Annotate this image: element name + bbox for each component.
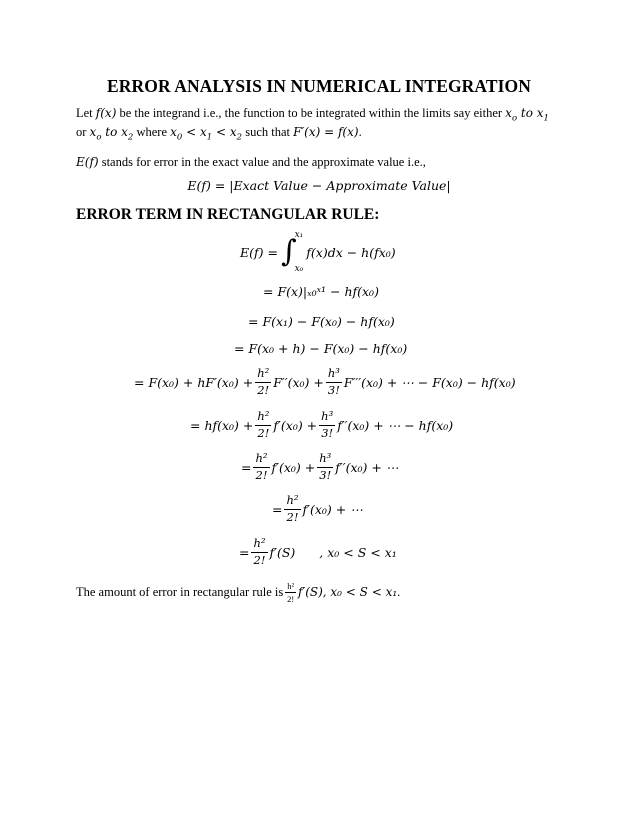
conclusion-line <box>76 582 400 603</box>
fraction-denominator: 3! <box>319 467 332 482</box>
fraction-denominator: 2! <box>253 552 266 567</box>
eq7-part-c: f′′(x₀) + ⋯ <box>335 459 399 475</box>
fraction-numerator: h² <box>255 411 271 426</box>
conclusion-text: The amount of error in rectangular rule is <box>76 585 284 599</box>
eq6-part-a: = hf(x₀) + <box>190 417 254 433</box>
eq7-part-b: f′(x₀) + <box>271 459 316 475</box>
fraction-h2-over-2fact <box>284 495 300 523</box>
eq2-text: = F(x)|ₓ₀ˣ¹ − hf(x₀) <box>263 284 379 299</box>
conclusion-math: f′(S), x₀ < S < x₁ <box>298 585 398 599</box>
error-formula-text: E(f) = |Exact Value − Approximate Value| <box>187 178 451 193</box>
intro-text: such that <box>242 125 294 139</box>
intro-text: be the integrand i.e., the function to be integrated within the limits say either <box>116 106 506 120</box>
eq1-integrand: f(x)dx − h(fx₀) <box>306 244 396 260</box>
intro-text: . <box>358 125 362 139</box>
fraction-denominator: 2! <box>255 467 268 482</box>
integral-lower-limit: x₀ <box>294 264 304 274</box>
fraction-h3-over-3fact <box>326 368 342 396</box>
eq1-lhs: E(f) = <box>240 244 278 260</box>
fraction-numerator: h² <box>287 581 295 591</box>
intro-math <box>170 125 243 143</box>
fraction-denominator: 3! <box>321 425 334 440</box>
eq3-text: = F(x₁) − F(x₀) − hf(x₀) <box>248 314 395 329</box>
document-title: ERROR ANALYSIS IN NUMERICAL INTEGRATION <box>107 76 531 96</box>
fraction-denominator: 2! <box>286 509 299 524</box>
equation-9 <box>239 538 397 566</box>
eq5-part-c: F′′′(x₀) + ⋯ − F(x₀) − hf(x₀) <box>343 374 516 390</box>
eq9-part-c: , x₀ < S < x₁ <box>319 544 397 560</box>
eq4-text: = F(x₀ + h) − F(x₀) − hf(x₀) <box>234 341 408 356</box>
math-sub: 1 <box>543 113 549 124</box>
eq9-part-a: = <box>239 544 250 560</box>
fraction-numerator: h² <box>251 538 267 553</box>
equation-8 <box>272 495 363 523</box>
fraction-denominator: 3! <box>327 382 340 397</box>
intro-text: or <box>76 125 90 139</box>
conclusion-text: . <box>397 585 401 599</box>
eq6-part-b: f′(x₀) + <box>273 417 318 433</box>
math-part: x <box>89 125 97 139</box>
fraction-h3-over-3fact <box>319 411 335 439</box>
integral <box>281 230 303 274</box>
fraction-h3-over-3fact <box>317 453 333 481</box>
intro-math: F′(x) = f(x) <box>293 125 359 139</box>
fraction-h2-over-2fact <box>251 538 267 566</box>
intro-text: Let <box>76 106 96 120</box>
error-symbol: E(f) <box>76 155 99 169</box>
intro-math <box>89 125 134 143</box>
equation-1 <box>240 230 396 274</box>
fraction-denominator: 2! <box>257 425 270 440</box>
integral-limits <box>295 230 304 274</box>
eq5-part-b: F′′(x₀) + <box>273 374 324 390</box>
math-part: x <box>170 125 177 139</box>
math-part: x <box>505 106 512 120</box>
equation-5 <box>134 368 516 396</box>
eq8-part-a: = <box>272 501 283 517</box>
fraction-numerator: h³ <box>317 453 333 468</box>
error-definition-text: stands for error in the exact value and the approximate value i.e., <box>98 155 426 169</box>
math-part: to x <box>101 125 128 139</box>
eq7-part-a: = <box>241 459 252 475</box>
math-part: < x <box>212 125 237 139</box>
intro-math: f(x) <box>95 106 117 120</box>
math-sub: o <box>96 132 102 143</box>
equation-2 <box>263 284 379 299</box>
math-part: to x <box>517 106 544 120</box>
fraction-numerator: h² <box>284 495 300 510</box>
math-sub: 2 <box>236 132 243 143</box>
error-definition <box>76 153 426 172</box>
intro-text: where <box>133 125 171 139</box>
intro-math <box>505 106 549 124</box>
eq6-part-c: f′′(x₀) + ⋯ − hf(x₀) <box>337 417 454 433</box>
fraction-denominator: 2! <box>287 593 295 604</box>
fraction-h2-over-2fact <box>255 411 271 439</box>
eq5-part-a: = F(x₀) + hF′(x₀) + <box>134 374 254 390</box>
intro-line-2 <box>76 123 362 147</box>
fraction-denominator: 2! <box>257 382 270 397</box>
fraction-h2-over-2fact <box>255 368 271 396</box>
fraction-numerator: h² <box>253 453 269 468</box>
math-sub: o <box>511 113 518 124</box>
fraction-h2-over-2fact <box>253 453 269 481</box>
fraction-h2-over-2fact <box>285 582 296 603</box>
math-sub: 0 <box>176 132 183 143</box>
eq8-part-b: f′(x₀) + ⋯ <box>302 501 363 517</box>
fraction-numerator: h² <box>255 368 271 383</box>
math-sub: 2 <box>127 132 134 143</box>
integral-upper-limit: x₁ <box>294 230 304 240</box>
error-formula <box>0 178 638 193</box>
math-part: < x <box>182 125 207 139</box>
fraction-numerator: h³ <box>326 368 342 383</box>
integral-sign-icon: ∫ <box>280 234 297 269</box>
equation-4 <box>234 341 407 356</box>
equation-6 <box>190 411 453 439</box>
equation-3 <box>248 314 395 329</box>
equation-7 <box>241 453 398 481</box>
fraction-numerator: h³ <box>319 411 335 426</box>
section-heading: ERROR TERM IN RECTANGULAR RULE: <box>76 206 380 223</box>
eq9-part-b: f′(S) <box>269 544 296 560</box>
math-sub: 1 <box>206 132 213 143</box>
